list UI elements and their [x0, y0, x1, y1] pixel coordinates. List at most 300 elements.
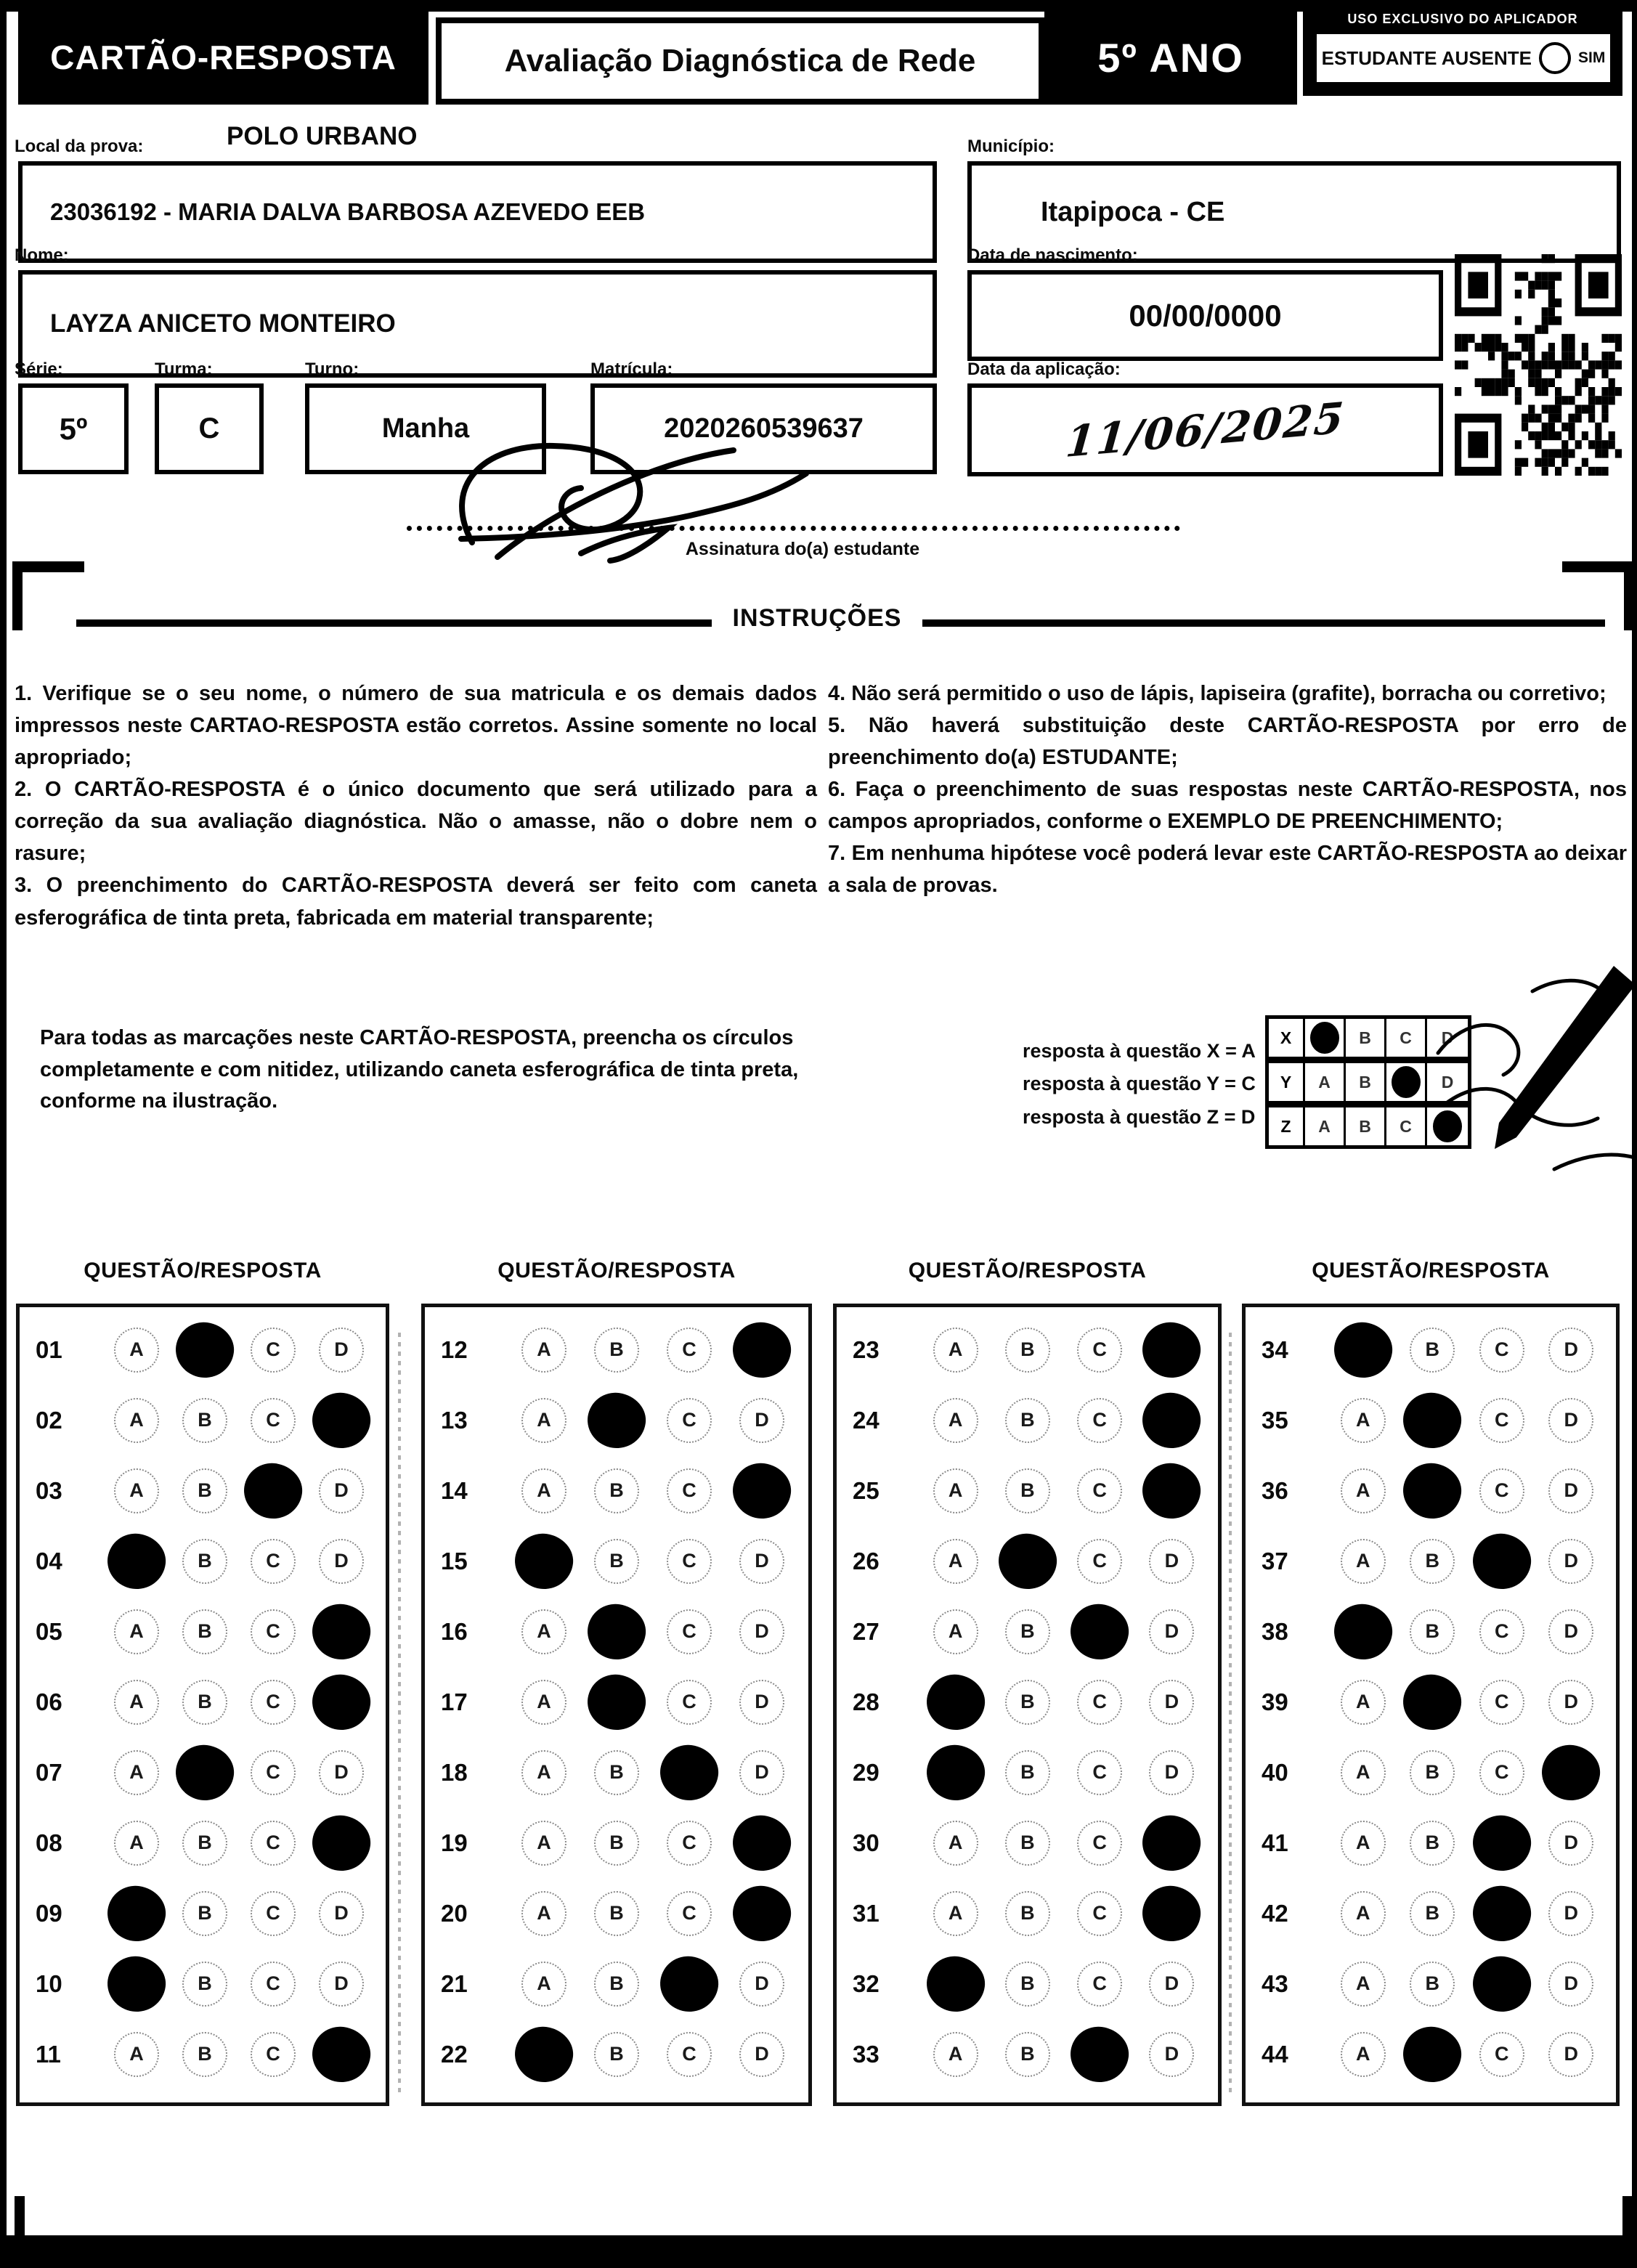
bubble-17-A[interactable]: A — [521, 1680, 566, 1725]
bubble-37-C-marked[interactable] — [1469, 1529, 1535, 1592]
bubble-12-C[interactable]: C — [667, 1328, 712, 1373]
bubble-28-D[interactable]: D — [1149, 1680, 1194, 1725]
bubble-34-B[interactable]: B — [1410, 1328, 1455, 1373]
instructions-title: INSTRUÇÕES — [732, 604, 902, 632]
bubble-42-D[interactable]: D — [1548, 1891, 1593, 1936]
bubble-30-A[interactable]: A — [933, 1821, 978, 1866]
bubble-32-C[interactable]: C — [1077, 1962, 1122, 2007]
bubble-25-B[interactable]: B — [1005, 1468, 1050, 1513]
bubble-01-D[interactable]: D — [319, 1328, 364, 1373]
option-cell — [1136, 1463, 1208, 1519]
option-cell — [1398, 1962, 1468, 2007]
exam-title: Avaliação Diagnóstica de Rede — [436, 17, 1044, 105]
bubble-32-D[interactable]: D — [1149, 1962, 1194, 2007]
question-number: 14 — [441, 1476, 468, 1504]
option-cell — [102, 1328, 171, 1373]
bubble-06-D-marked[interactable] — [309, 1670, 374, 1733]
option-cell — [239, 1891, 307, 1936]
example-filled-bubble — [1305, 1019, 1346, 1057]
bubble-18-C-marked[interactable] — [657, 1741, 722, 1803]
bubble-37-A[interactable]: A — [1341, 1539, 1386, 1584]
bubble-15-C[interactable]: C — [667, 1539, 712, 1584]
bubble-16-A[interactable]: A — [521, 1609, 566, 1654]
option-cell — [1136, 2032, 1208, 2077]
bubble-02-D-marked[interactable] — [309, 1389, 374, 1451]
bubble-29-B[interactable]: B — [1005, 1750, 1050, 1795]
bubble-10-C[interactable]: C — [251, 1962, 296, 2007]
bubble-24-C[interactable]: C — [1077, 1398, 1122, 1443]
bubble-21-A[interactable]: A — [521, 1962, 566, 2007]
bubble-12-D-marked[interactable] — [729, 1318, 795, 1381]
option-cell — [1064, 2027, 1136, 2082]
bubble-44-C[interactable]: C — [1479, 2032, 1524, 2077]
question-number: 43 — [1262, 1970, 1288, 1997]
bubble-08-B[interactable]: B — [182, 1821, 227, 1866]
bubble-35-D[interactable]: D — [1548, 1398, 1593, 1443]
bubble-05-C[interactable]: C — [251, 1609, 296, 1654]
bubble-32-B[interactable]: B — [1005, 1962, 1050, 2007]
answer-panel-1 — [16, 1304, 389, 2106]
option-cell — [239, 1609, 307, 1654]
bubble-10-A-marked[interactable] — [104, 1952, 169, 2015]
example-row-X — [1269, 1019, 1468, 1063]
bubble-14-D-marked[interactable] — [729, 1459, 795, 1521]
bubble-27-B[interactable]: B — [1005, 1609, 1050, 1654]
bubble-08-D-marked[interactable] — [309, 1811, 374, 1874]
option-cell — [508, 1962, 580, 2007]
question-number: 13 — [441, 1406, 468, 1434]
bubble-11-D-marked[interactable] — [309, 2023, 374, 2085]
example-option-A: A — [1305, 1107, 1346, 1145]
instruction-item: 4. Não será permitido o uso de lápis, lapiseira (grafite), borracha ou corretivo; — [828, 682, 1606, 705]
bubble-39-C[interactable]: C — [1479, 1680, 1524, 1725]
bubble-06-A[interactable]: A — [114, 1680, 159, 1725]
bubble-43-A[interactable]: A — [1341, 1962, 1386, 2007]
question-row-19 — [441, 1808, 798, 1878]
instruction-item: 6. Faça o preenchimento de suas respostas neste CARTÃO-RESPOSTA, nos campos apropriados, conforme o EXEMPLO DE PREENCHIMENTO; — [828, 778, 1627, 834]
question-row-10 — [36, 1948, 375, 2019]
option-cell — [919, 1398, 991, 1443]
bubble-37-B[interactable]: B — [1410, 1539, 1455, 1584]
answer-panel-4 — [1242, 1304, 1620, 2106]
option-cell — [508, 1609, 580, 1654]
bubble-01-B-marked[interactable] — [172, 1318, 237, 1381]
bubble-22-D[interactable]: D — [739, 2032, 784, 2077]
example-row-Y — [1269, 1063, 1468, 1107]
option-cell — [1064, 1539, 1136, 1584]
bubble-07-D[interactable]: D — [319, 1750, 364, 1795]
bubble-24-D-marked[interactable] — [1139, 1389, 1204, 1451]
question-number: 32 — [853, 1970, 880, 1997]
option-cell — [1328, 1750, 1398, 1795]
grade-badge: 5º ANO — [1044, 10, 1297, 105]
question-number: 15 — [441, 1547, 468, 1574]
absent-sim-bubble[interactable] — [1539, 42, 1571, 74]
example-option-A: A — [1305, 1063, 1346, 1101]
option-cell — [1328, 1821, 1398, 1866]
instruction-item: 5. Não haverá substituição deste CARTÃO-RESPOSTA por erro de preenchimento do(a) ESTUDANTE; — [828, 714, 1627, 770]
bubble-23-A[interactable]: A — [933, 1328, 978, 1373]
option-cell — [1537, 1680, 1606, 1725]
option-cell — [653, 1398, 726, 1443]
bubble-23-D-marked[interactable] — [1139, 1318, 1204, 1381]
question-row-41 — [1262, 1808, 1606, 1878]
option-cell — [991, 1962, 1063, 2007]
question-number: 29 — [853, 1758, 880, 1786]
bubble-38-B[interactable]: B — [1410, 1609, 1455, 1654]
bubble-14-A[interactable]: A — [521, 1468, 566, 1513]
option-cell — [1328, 2032, 1398, 2077]
bubble-13-B-marked[interactable] — [584, 1389, 649, 1451]
option-cell — [1398, 1750, 1468, 1795]
bubble-39-A[interactable]: A — [1341, 1680, 1386, 1725]
bubble-05-B[interactable]: B — [182, 1609, 227, 1654]
question-row-23 — [853, 1314, 1208, 1385]
option-cell — [580, 1821, 653, 1866]
question-row-31 — [853, 1878, 1208, 1948]
bubble-34-C[interactable]: C — [1479, 1328, 1524, 1373]
option-cell — [239, 1962, 307, 2007]
bubble-01-A[interactable]: A — [114, 1328, 159, 1373]
option-cell — [1467, 1680, 1537, 1725]
option-cell — [508, 1821, 580, 1866]
bubble-30-B[interactable]: B — [1005, 1821, 1050, 1866]
bubble-02-B[interactable]: B — [182, 1398, 227, 1443]
bubble-02-A[interactable]: A — [114, 1398, 159, 1443]
bubble-42-B[interactable]: B — [1410, 1891, 1455, 1936]
question-number: 18 — [441, 1758, 468, 1786]
bubble-44-B-marked[interactable] — [1400, 2023, 1465, 2085]
option-cell — [1136, 1609, 1208, 1654]
option-cell — [102, 1680, 171, 1725]
option-cell — [580, 1468, 653, 1513]
question-row-27 — [853, 1596, 1208, 1667]
question-row-26 — [853, 1526, 1208, 1596]
bubble-27-D[interactable]: D — [1149, 1609, 1194, 1654]
bubble-21-C-marked[interactable] — [657, 1952, 722, 2015]
bubble-27-C-marked[interactable] — [1067, 1600, 1132, 1662]
bubble-39-B-marked[interactable] — [1400, 1670, 1465, 1733]
option-cell — [307, 1962, 375, 2007]
bubble-38-A-marked[interactable] — [1331, 1600, 1396, 1662]
left-edge-line — [0, 0, 7, 2268]
bubble-18-A[interactable]: A — [521, 1750, 566, 1795]
bubble-21-D[interactable]: D — [739, 1962, 784, 2007]
right-edge-line — [1632, 0, 1637, 2268]
bubble-23-B[interactable]: B — [1005, 1328, 1050, 1373]
bubble-17-B-marked[interactable] — [584, 1670, 649, 1733]
bubble-03-D[interactable]: D — [319, 1468, 364, 1513]
option-cell — [919, 1821, 991, 1866]
instructions-rule-left — [76, 619, 712, 627]
bubble-31-C[interactable]: C — [1077, 1891, 1122, 1936]
bubble-11-B[interactable]: B — [182, 2032, 227, 2077]
bubble-22-A-marked[interactable] — [511, 2023, 577, 2085]
bubble-38-D[interactable]: D — [1548, 1609, 1593, 1654]
bubble-43-C-marked[interactable] — [1469, 1952, 1535, 2015]
bubble-22-C[interactable]: C — [667, 2032, 712, 2077]
bubble-44-D[interactable]: D — [1548, 2032, 1593, 2077]
option-cell — [1467, 1609, 1537, 1654]
question-number: 25 — [853, 1476, 880, 1504]
bubble-12-B[interactable]: B — [594, 1328, 639, 1373]
bubble-15-B[interactable]: B — [594, 1539, 639, 1584]
question-number: 01 — [36, 1336, 62, 1363]
bubble-36-C[interactable]: C — [1479, 1468, 1524, 1513]
bubble-09-C[interactable]: C — [251, 1891, 296, 1936]
bubble-40-C[interactable]: C — [1479, 1750, 1524, 1795]
bubble-21-B[interactable]: B — [594, 1962, 639, 2007]
bubble-41-B[interactable]: B — [1410, 1821, 1455, 1866]
instruction-item: 2. O CARTÃO-RESPOSTA é o único documento que será utilizado para a correção da sua avaliação diagnóstica. Não o amasse, não o dobre nem o rasure; — [15, 778, 817, 866]
question-number: 26 — [853, 1547, 880, 1574]
bubble-01-C[interactable]: C — [251, 1328, 296, 1373]
bubble-35-B-marked[interactable] — [1400, 1389, 1465, 1451]
bubble-33-C-marked[interactable] — [1067, 2023, 1132, 2085]
bubble-18-D[interactable]: D — [739, 1750, 784, 1795]
example-row-label: Y — [1269, 1063, 1305, 1101]
bubble-41-D[interactable]: D — [1548, 1821, 1593, 1866]
bubble-29-D[interactable]: D — [1149, 1750, 1194, 1795]
bubble-15-A-marked[interactable] — [511, 1529, 577, 1592]
bubble-35-A[interactable]: A — [1341, 1398, 1386, 1443]
bubble-36-B-marked[interactable] — [1400, 1459, 1465, 1521]
bubble-20-B[interactable]: B — [594, 1891, 639, 1936]
municipio-label: Município: — [967, 137, 1055, 156]
bubble-26-A[interactable]: A — [933, 1539, 978, 1584]
question-number: 02 — [36, 1406, 62, 1434]
bubble-43-B[interactable]: B — [1410, 1962, 1455, 2007]
bubble-33-D[interactable]: D — [1149, 2032, 1194, 2077]
option-cell — [726, 2032, 798, 2077]
bubble-20-D-marked[interactable] — [729, 1882, 795, 1944]
option-cell — [726, 1609, 798, 1654]
question-number: 20 — [441, 1899, 468, 1927]
bubble-30-D-marked[interactable] — [1139, 1811, 1204, 1874]
option-cell — [508, 1398, 580, 1443]
question-row-04 — [36, 1526, 375, 1596]
question-row-09 — [36, 1878, 375, 1948]
option-cell — [171, 2032, 239, 2077]
question-number: 38 — [1262, 1617, 1288, 1645]
option-cell — [580, 1675, 653, 1730]
option-cell — [1328, 1891, 1398, 1936]
bubble-14-C[interactable]: C — [667, 1468, 712, 1513]
bubble-07-A[interactable]: A — [114, 1750, 159, 1795]
question-number: 22 — [441, 2040, 468, 2068]
bubble-41-A[interactable]: A — [1341, 1821, 1386, 1866]
bubble-34-A-marked[interactable] — [1331, 1318, 1396, 1381]
bubble-07-B-marked[interactable] — [172, 1741, 237, 1803]
bubble-40-D-marked[interactable] — [1538, 1741, 1604, 1803]
bubble-26-C[interactable]: C — [1077, 1539, 1122, 1584]
bubble-08-A[interactable]: A — [114, 1821, 159, 1866]
option-cell — [102, 1821, 171, 1866]
assinatura-label: Assinatura do(a) estudante — [685, 539, 920, 559]
turno-field: Manha — [305, 383, 546, 474]
bubble-13-A[interactable]: A — [521, 1398, 566, 1443]
bubble-25-C[interactable]: C — [1077, 1468, 1122, 1513]
question-row-18 — [441, 1737, 798, 1808]
option-cell — [991, 1821, 1063, 1866]
bubble-13-D[interactable]: D — [739, 1398, 784, 1443]
question-row-13 — [441, 1385, 798, 1455]
option-cell — [1467, 1534, 1537, 1589]
instructions-left-column — [15, 678, 817, 934]
bubble-10-B[interactable]: B — [182, 1962, 227, 2007]
question-row-08 — [36, 1808, 375, 1878]
bubble-29-A-marked[interactable] — [923, 1741, 988, 1803]
option-cell — [239, 1750, 307, 1795]
bubble-24-B[interactable]: B — [1005, 1398, 1050, 1443]
bubble-27-A[interactable]: A — [933, 1609, 978, 1654]
bubble-33-B[interactable]: B — [1005, 2032, 1050, 2077]
bubble-14-B[interactable]: B — [594, 1468, 639, 1513]
option-cell — [307, 1328, 375, 1373]
bubble-35-C[interactable]: C — [1479, 1398, 1524, 1443]
option-cell — [239, 1398, 307, 1443]
bubble-02-C[interactable]: C — [251, 1398, 296, 1443]
bubble-42-A[interactable]: A — [1341, 1891, 1386, 1936]
bubble-25-A[interactable]: A — [933, 1468, 978, 1513]
school-field: 23036192 - MARIA DALVA BARBOSA AZEVEDO EEB — [18, 161, 937, 263]
question-row-37 — [1262, 1526, 1606, 1596]
bubble-37-D[interactable]: D — [1548, 1539, 1593, 1584]
question-row-25 — [853, 1455, 1208, 1526]
bubble-17-D[interactable]: D — [739, 1680, 784, 1725]
bubble-39-D[interactable]: D — [1548, 1680, 1593, 1725]
bubble-40-A[interactable]: A — [1341, 1750, 1386, 1795]
bubble-43-D[interactable]: D — [1548, 1962, 1593, 2007]
bubble-34-D[interactable]: D — [1548, 1328, 1593, 1373]
option-cell — [1064, 1398, 1136, 1443]
bubble-04-D[interactable]: D — [319, 1539, 364, 1584]
bubble-28-C[interactable]: C — [1077, 1680, 1122, 1725]
bubble-20-C[interactable]: C — [667, 1891, 712, 1936]
bubble-13-C[interactable]: C — [667, 1398, 712, 1443]
bubble-08-C[interactable]: C — [251, 1821, 296, 1866]
bubble-30-C[interactable]: C — [1077, 1821, 1122, 1866]
option-cell — [653, 1956, 726, 2012]
option-cell — [991, 1534, 1063, 1589]
bubble-19-D-marked[interactable] — [729, 1811, 795, 1874]
nascimento-field: 00/00/0000 — [967, 270, 1443, 361]
bubble-16-B-marked[interactable] — [584, 1600, 649, 1662]
bubble-11-A[interactable]: A — [114, 2032, 159, 2077]
option-cell — [102, 1398, 171, 1443]
example-option-B: B — [1346, 1063, 1386, 1101]
bubble-12-A[interactable]: A — [521, 1328, 566, 1373]
bubble-40-B[interactable]: B — [1410, 1750, 1455, 1795]
question-number: 44 — [1262, 2040, 1288, 2068]
bubble-29-C[interactable]: C — [1077, 1750, 1122, 1795]
bubble-31-B[interactable]: B — [1005, 1891, 1050, 1936]
bubble-10-D[interactable]: D — [319, 1962, 364, 2007]
data-aplicacao-field[interactable] — [967, 383, 1443, 476]
bubble-03-B[interactable]: B — [182, 1468, 227, 1513]
option-cell — [307, 1604, 375, 1659]
question-row-40 — [1262, 1737, 1606, 1808]
option-cell — [171, 1468, 239, 1513]
option-cell — [1467, 1398, 1537, 1443]
bubble-25-D-marked[interactable] — [1139, 1459, 1204, 1521]
bubble-28-A-marked[interactable] — [923, 1670, 988, 1733]
bubble-26-B-marked[interactable] — [995, 1529, 1060, 1592]
bubble-05-A[interactable]: A — [114, 1609, 159, 1654]
option-cell — [1136, 1539, 1208, 1584]
bubble-28-B[interactable]: B — [1005, 1680, 1050, 1725]
question-row-28 — [853, 1667, 1208, 1737]
bubble-03-A[interactable]: A — [114, 1468, 159, 1513]
bubble-06-B[interactable]: B — [182, 1680, 227, 1725]
bubble-24-A[interactable]: A — [933, 1398, 978, 1443]
example-option-C: C — [1386, 1019, 1427, 1057]
bubble-09-A-marked[interactable] — [104, 1882, 169, 1944]
bubble-44-A[interactable]: A — [1341, 2032, 1386, 2077]
bubble-16-D[interactable]: D — [739, 1609, 784, 1654]
bubble-36-D[interactable]: D — [1548, 1468, 1593, 1513]
bubble-11-C[interactable]: C — [251, 2032, 296, 2077]
option-cell — [1398, 1393, 1468, 1448]
turno-label: Turno: — [305, 359, 360, 379]
bubble-18-B[interactable]: B — [594, 1750, 639, 1795]
question-row-12 — [441, 1314, 798, 1385]
option-cell — [580, 1393, 653, 1448]
bubble-42-C-marked[interactable] — [1469, 1882, 1535, 1944]
option-cell — [726, 1816, 798, 1871]
bubble-04-A-marked[interactable] — [104, 1529, 169, 1592]
bubble-04-C[interactable]: C — [251, 1539, 296, 1584]
bubble-36-A[interactable]: A — [1341, 1468, 1386, 1513]
bubble-09-D[interactable]: D — [319, 1891, 364, 1936]
option-cell — [653, 1821, 726, 1866]
bubble-17-C[interactable]: C — [667, 1680, 712, 1725]
question-number: 31 — [853, 1899, 880, 1927]
bubble-26-D[interactable]: D — [1149, 1539, 1194, 1584]
option-cell — [1467, 1328, 1537, 1373]
nome-label: Nome: — [15, 245, 69, 265]
bubble-19-A[interactable]: A — [521, 1821, 566, 1866]
bubble-31-D-marked[interactable] — [1139, 1882, 1204, 1944]
option-cell — [239, 1539, 307, 1584]
option-cell — [1136, 1816, 1208, 1871]
option-cell — [307, 1675, 375, 1730]
option-cell — [1398, 1675, 1468, 1730]
bubble-38-C[interactable]: C — [1479, 1609, 1524, 1654]
bubble-20-A[interactable]: A — [521, 1891, 566, 1936]
bubble-04-B[interactable]: B — [182, 1539, 227, 1584]
bubble-16-C[interactable]: C — [667, 1609, 712, 1654]
bubble-23-C[interactable]: C — [1077, 1328, 1122, 1373]
bubble-05-D-marked[interactable] — [309, 1600, 374, 1662]
bubble-19-B[interactable]: B — [594, 1821, 639, 1866]
question-number: 21 — [441, 1970, 468, 1997]
bubble-06-C[interactable]: C — [251, 1680, 296, 1725]
question-number: 06 — [36, 1688, 62, 1715]
bubble-41-C-marked[interactable] — [1469, 1811, 1535, 1874]
bubble-09-B[interactable]: B — [182, 1891, 227, 1936]
option-cell — [1537, 1398, 1606, 1443]
option-cell — [653, 1539, 726, 1584]
bubble-33-A[interactable]: A — [933, 2032, 978, 2077]
bubble-22-B[interactable]: B — [594, 2032, 639, 2077]
bubble-19-C[interactable]: C — [667, 1821, 712, 1866]
bubble-32-A-marked[interactable] — [923, 1952, 988, 2015]
bubble-03-C-marked[interactable] — [240, 1459, 306, 1521]
bubble-15-D[interactable]: D — [739, 1539, 784, 1584]
bubble-31-A[interactable]: A — [933, 1891, 978, 1936]
bubble-07-C[interactable]: C — [251, 1750, 296, 1795]
